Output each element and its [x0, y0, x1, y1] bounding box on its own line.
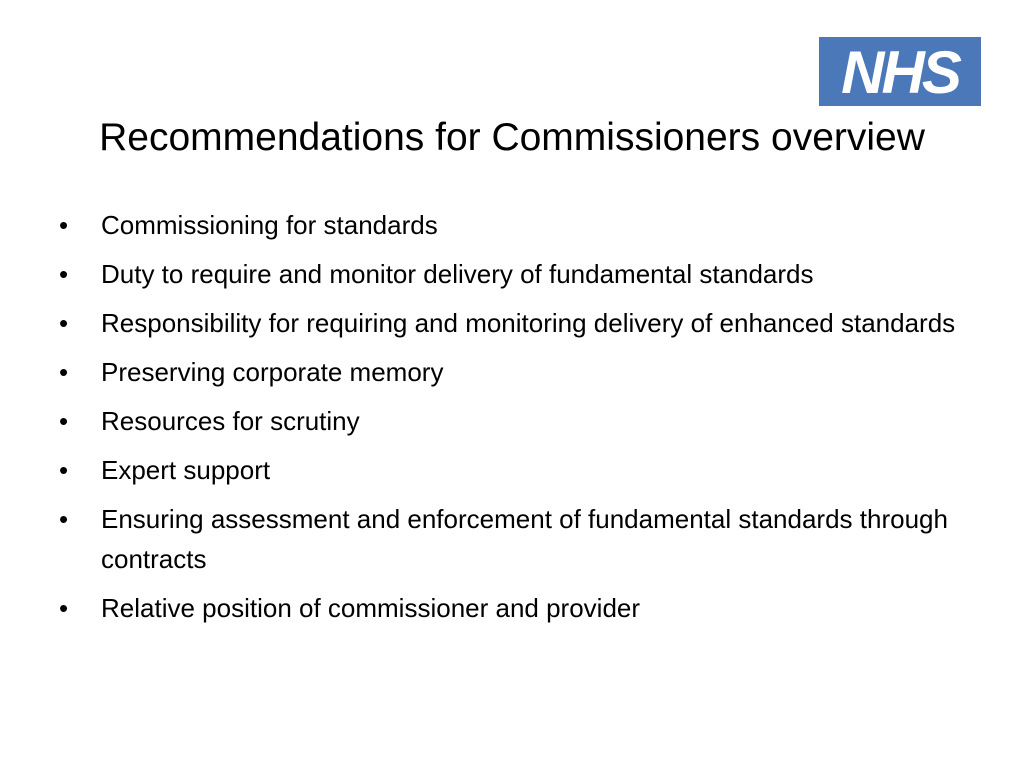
bullet-icon: •	[59, 357, 69, 387]
slide-title: Recommendations for Commissioners overview	[99, 116, 925, 159]
nhs-logo-wordmark	[825, 43, 975, 101]
bullet-icon: •	[59, 455, 69, 485]
bullet-text: Expert support	[101, 455, 271, 485]
bullet-list	[56, 205, 956, 637]
bullet-item	[56, 588, 956, 628]
bullet-text: Resources for scrutiny	[101, 406, 360, 436]
bullet-icon: •	[59, 504, 69, 534]
bullet-text: Duty to require and monitor delivery of fundamental standards	[101, 259, 814, 289]
bullet-item	[56, 450, 956, 490]
bullet-item	[56, 254, 956, 294]
bullet-text: Ensuring assessment and enforcement of fundamental standards through contracts	[101, 504, 948, 574]
bullet-text: Preserving corporate memory	[101, 357, 444, 387]
bullet-icon: •	[59, 406, 69, 436]
bullet-icon: •	[59, 593, 69, 623]
bullet-item	[56, 499, 956, 579]
bullet-item	[56, 205, 956, 245]
bullet-item	[56, 303, 956, 343]
bullet-icon: •	[59, 308, 69, 338]
bullet-text: Responsibility for requiring and monitoring delivery of enhanced standards	[101, 308, 956, 338]
bullet-icon: •	[59, 210, 69, 240]
bullet-item	[56, 401, 956, 441]
bullet-text: Relative position of commissioner and provider	[101, 593, 641, 623]
bullet-text: Commissioning for standards	[101, 210, 438, 240]
bullet-item	[56, 352, 956, 392]
nhs-logo-text: NHS	[841, 42, 959, 101]
nhs-logo	[819, 37, 981, 106]
bullet-icon: •	[59, 259, 69, 289]
